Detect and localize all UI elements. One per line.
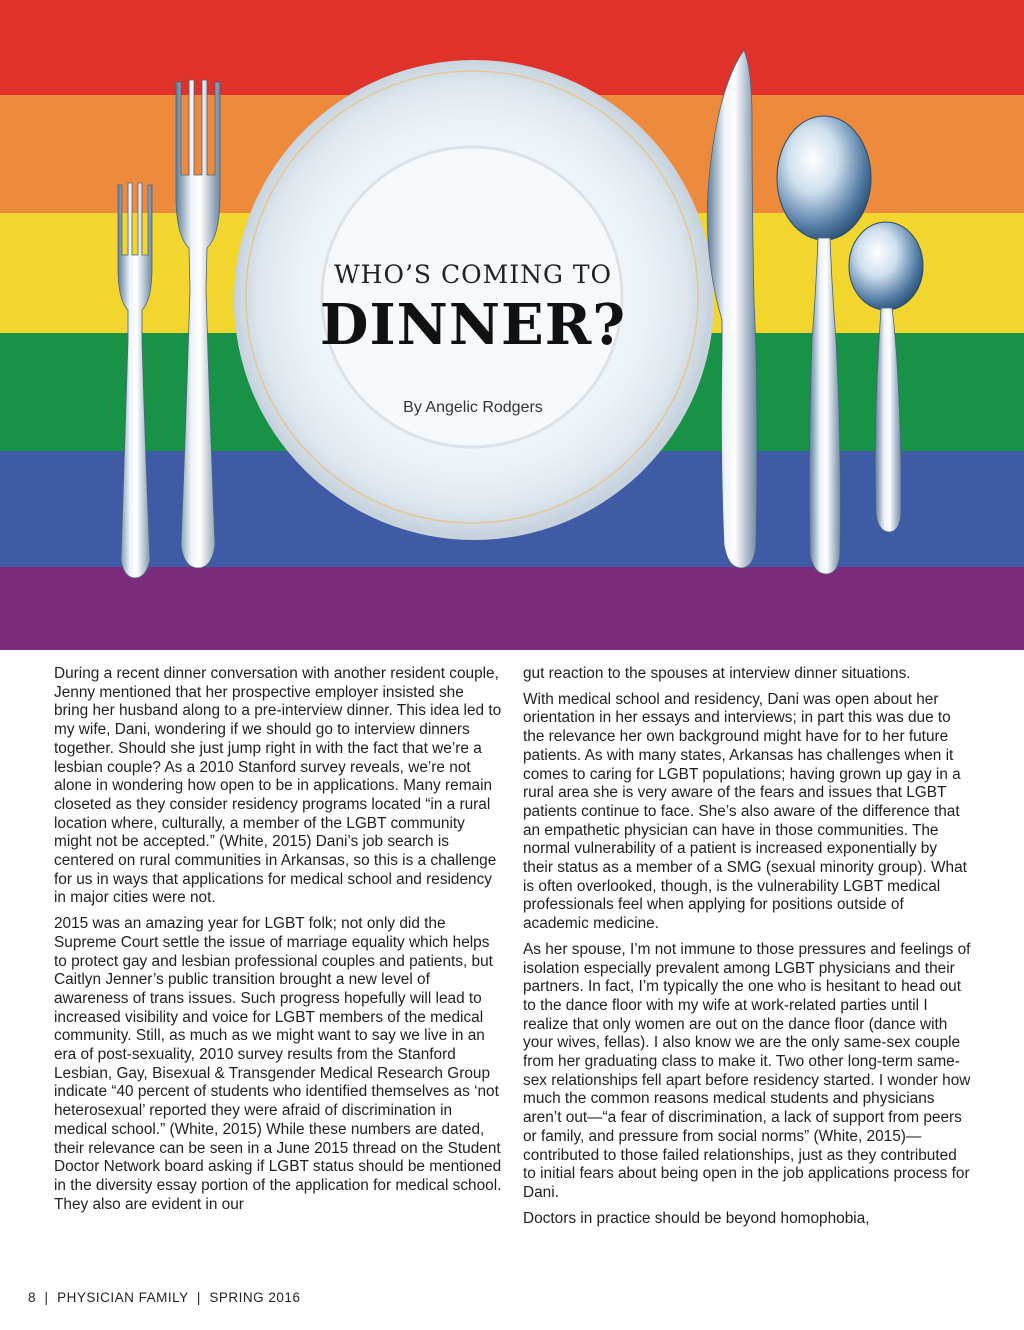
body-column-right	[523, 665, 971, 1235]
paragraph: With medical school and residency, Dani was open about her orientation in her essays and interviews; in part this was due to the relevance her own background might have for to her future patients. As with many states, Arkansas has challenges when it comes to caring for LGBT populations; having grown up gay in a rural area she is very aware of the fears and issues that LGBT patients continue to face. She’s also aware of the difference that an empathetic physician can have in those communities. The normal vulnerability of a patient is increased exponentially by their status as a member of a SMG (sexual minority group). What is often overlooked, though, is the vulnerability LGBT medical professionals feel when applying for positions outside of academic medicine.	[523, 690, 967, 933]
salad-fork-icon	[118, 183, 152, 578]
paragraph: During a recent dinner conversation with another resident couple, Jenny mentioned that her prospective employer insisted she bring her husband along to a pre-interview dinner. This idea led to my wife, Dani, wondering if we should go to interview dinners together. Should she just jump right in with the fact that we’re a lesbian couple? As a 2010 Stanford survey reveals, we’re not alone in wondering how open to be in applications. Many remain closeted as they consider residency programs located “in a rural location where, culturally, a member of the LGBT community might not be accepted.” (White, 2015) Dani’s job search is centered on rural communities in Arkansas, so this is a challenge for us in ways that applications for medical school and residency in major cities were not.	[54, 665, 502, 907]
body-column-left	[54, 665, 502, 1221]
knife-icon	[707, 50, 757, 568]
paragraph: gut reaction to the spouses at interview dinner situations.	[523, 665, 911, 682]
page-footer	[28, 1290, 300, 1305]
title-headline: DINNER?	[319, 292, 627, 358]
byline: By Angelic Rodgers	[403, 399, 543, 416]
paragraph: Doctors in practice should be beyond homophobia,	[523, 1209, 870, 1227]
soup-spoon-icon	[777, 116, 871, 574]
paragraph: 2015 was an amazing year for LGBT folk; not only did the Supreme Court settle the issue of marriage equality which helps to protect gay and lesbian professional couples and patients, but Caitlyn Jenner’s public transition brought a new level of awareness of trans issues. Such progress hopefully will lead to increased visibility and voice for LGBT members of the medical community. Still, as much as we might want to say we live in an era of post-sexuality, 2010 survey results from the Stanford Lesbian, Gay, Bisexual & Transgender Medical Research Group indicate “40 percent of students who identified themselves as ‘not heterosexual’ reported they were afraid of discrimination in medical school.” (White, 2015) While these numbers are dated, their relevance can be seen in a June 2015 thread on the Student Doctor Network board asking if LGBT status should be mentioned in the diversity essay portion of the application for medical school. They also are evident in our	[54, 915, 502, 1213]
hero-banner	[0, 0, 1024, 650]
paragraph: As her spouse, I’m not immune to those pressures and feelings of isolation especially prevalent among LGBT physicians and their partners. In fact, I’m typically the one who is hesitant to head out to the dance floor with my wife at work-related parties until I realize that only women are out on the dance floor (dance with your wives, fellas). I also know we are the only same-sex couple from her graduating class to make it. Two other long-term same-sex relationships fell apart before residency started. I wonder how much the common reasons medical students and physicians aren’t out—“a fear of discrimination, a lack of support from peers or family, and pressure from social norms” (White, 2015)—contributed to those failed relationships, just as they contributed to initial fears about being open in the job applications process for Dani.	[523, 940, 971, 1201]
article-title	[290, 260, 656, 358]
footer-separator: |	[196, 1290, 201, 1305]
issue-date: SPRING 2016	[209, 1290, 301, 1305]
dinner-fork-icon	[176, 80, 220, 568]
tea-spoon-icon	[849, 222, 923, 532]
footer-separator: |	[44, 1290, 49, 1305]
title-kicker: WHO’S COMING TO	[333, 260, 613, 289]
page-number: 8	[28, 1290, 37, 1305]
publication-name: PHYSICIAN FAMILY	[57, 1290, 189, 1305]
